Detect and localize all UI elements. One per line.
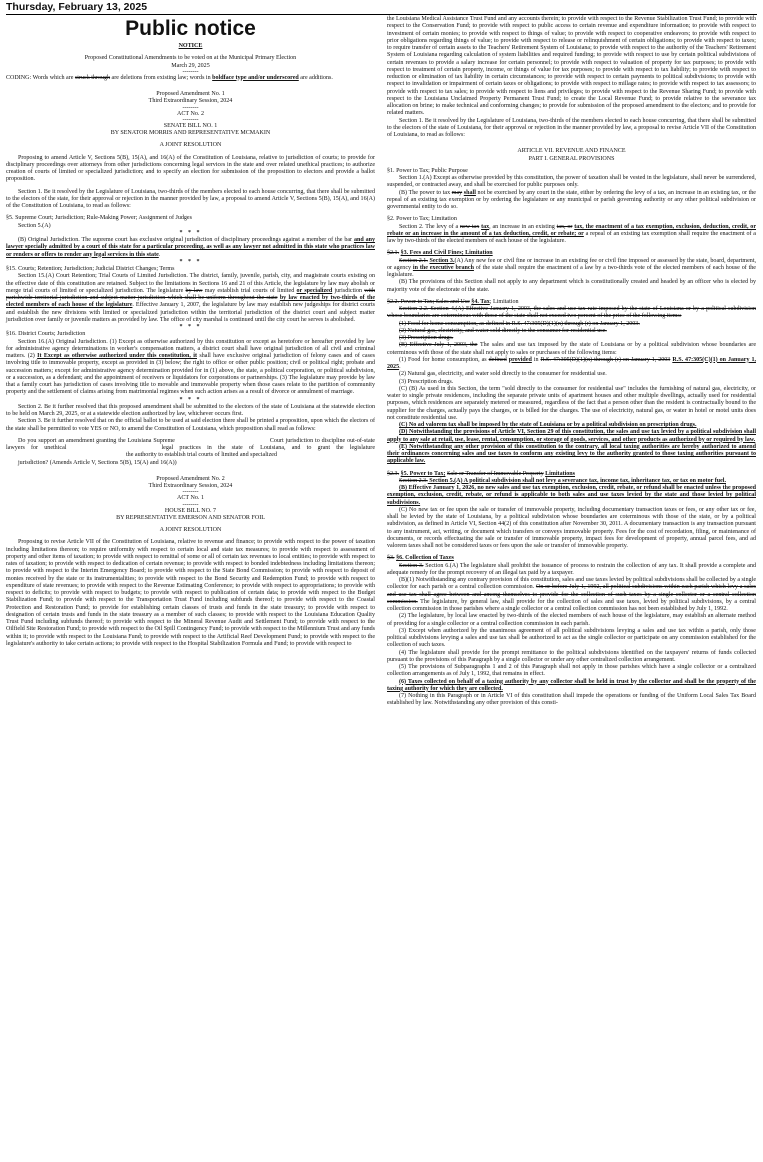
p4-item-2: (2) Natural gas, electricity, and water sold directly to the consumer for residential use. — [399, 371, 607, 378]
pa2-act: ACT No. 1 — [177, 495, 204, 502]
pa2-session: Third Extraordinary Session, 2024 — [148, 483, 233, 489]
p6-3: (3) Except when authorized by the unanimous agreement of all political subdivisions levying a sales and use tax within a parish, only those political subdivisions levying a sales and use tax shall be authorized to act as the single collector or participate on any commission established for the collection of such taxes. — [387, 627, 756, 649]
pa1-session: Third Extraordinary Session, 2024 — [148, 98, 233, 105]
pa2-propose-cont: the Louisiana Medical Assistance Trust Fund and any accounts therein; to provide with respect to the Revenue Stabilization Trust Fund; to provide with respect to the Conservation Fund; to provide with respect to public access to certain revenue and expenditure information; to provide with respect to investment of certain monies; to provide with respect to things of value; to provide with respect to cooperative endeavors; to provide with respect to prior obligations regarding things of value; to provide with respect to release or relinquishment of certain obligations; to provide with respect to taxes; to require transfer of certain assets to the Teachers' Retirement System of Louisiana; to provide with respect to the authority of the Teachers' Retirement System of Louisiana regarding calculation of system liabilities and required funding; to provide with respect to use by certain political subdivisions of certain revenues to provide a salary increase for certain personnel; to provide with respect to valuation of property for tax purposes; to provide with respect to treatment of certain property, income, or things of value for tax purposes; to provide with respect to tax liability; to provide with respect to reduction or elimination of tax liability in certain circumstances; to provide with respect to certain payments to political subdivisions; to provide with respect to invalidation or impairment of certain taxes or obligations; to provide with respect to millage rates; to provide with respect to tax assessors; to provide with respect to tax sales; to provide with respect to liens and privileges; to provide with respect to the Revenue Sharing Fund; to provide with respect to the Louisiana Unclaimed Property Permanent Trust Fund; to create the Local Revenue Fund; to provide relative to the severance tax allocation on brine; to make technical and conforming changes; to provide for submission of the proposed amendment to the electors; and to provide for related matters. — [387, 16, 756, 117]
pa1-s5-sub: Section 5.(A) — [18, 222, 51, 229]
pa1-s15a: Section 15.(A) Court Retention; Trial Courts of Limited Jurisdiction. The district, family, juvenile, parish, city, and magistrate courts existing on the effective date of this constitution are retained. Subject to the limitations in Sections 16 and 21 of this Article, the legislature by law may abolish or merge trial courts of limited or specialized jurisdiction. The legislature by law may establish trial courts of limited or specialized jurisdiction with parishwide territorial jurisdiction and subject matter jurisdiction which shall be uniform throughout the state by law enacted by two-thirds of the elected members of each house of the legislature. Effective January 1, 2007, the legislature by law may establish new judgeships for district courts and establish the new divisions with limited or specialized jurisdiction within the territorial jurisdiction of the district court and subject matter jurisdiction over family or juvenile matters as provided by law. The office of city marshal is continued until the city court he serves is abolished. — [6, 273, 376, 323]
pa1-ballot: Do you support an amendment granting the Louisiana Supreme Court jurisdiction to discipline out-of-state lawyers for unethical legal practices in the state of Louisiana, and to grant the legislaturethe authority to establish trial courts of limited and specialized — [6, 437, 375, 459]
section-stars: * * * — [179, 229, 202, 236]
p4-heading: §2.2. Power to Tax; Sales and Use §4. Tax; Limitation — [387, 298, 519, 305]
p6-6: (6) Taxes collected on behalf of a taxing authority by any collector shall be held in trust by the collector and shall be the property of the taxing authority for which they are collected. — [387, 678, 756, 692]
pa1-s16-heading: §16. District Courts; Jurisdiction — [6, 331, 86, 338]
pa1-heading: Proposed Amendment No. 1 — [156, 91, 225, 97]
p4-strike-block: Section 2.2. Section 4.(A) Effective January 1, 2003, the sales and use tax rate imposed by the state of Louisiana or by a political subdivision whose boundaries are coterminous with those of the state shall not exceed two percent of the price of the following items: — [387, 306, 756, 320]
pa2-section1: Section 1. Be it resolved by the Legislature of Louisiana, two-thirds of the members elected to each house concurring, that there shall be submitted to the electors of the state of Louisiana, for their approval or rejection in the manner provided by law, a proposal to revise Article VII of the Constitution of Louisiana, to read as follows: — [387, 117, 756, 138]
p2-heading: §2. Power to Tax; Limitation — [387, 216, 457, 223]
p4-c: (C) No ad valorem tax shall be imposed by the state of Louisiana or by a political subdivision on prescription drugs. — [399, 422, 697, 428]
section-stars: * * * — [179, 396, 202, 403]
p3-a: Section 2.1. Section 3.(A) Any new fee or civil fine or increase in an existing fee or civil fine imposed or assessed by the state, board, department, or agency in the executive branch of the state shall require the enactment of a law by a two-thirds vote of the elected members of each house of the legislature. — [387, 257, 757, 278]
pa2-resolution: A JOINT RESOLUTION — [159, 527, 222, 533]
pa2-propose: Proposing to revise Article VII of the Constitution of Louisiana, relative to revenue and finance; to provide with respect to the power of taxation including limitations thereon; to require uniformity with respect to certain local and state tax measures; to provide with respect to assessment of property and other items of taxation; to provide with respect to remittal of some or all of certain tax revenues to local entities; to provide with respect to rates of taxation; to provide with respect to dedication of certain revenue; to provide with respect to bonded indebtedness including limitations thereon; to provide with respect to the Interim Emergency Board; to provide with respect to the State Bond Commission; to provide with respect to deposit of monies received by the state or its instrumentalities; to provide with respect to the Bond Security and Redemption Fund; to provide with respect to expenditure of state revenues; to provide with respect to the Revenue Estimating Conference; to provide with respect to appropriations; to provide with respect to deficits; to provide with respect to budgets; to provide with respect to publication of certain data; to provide with respect to the Budget Stabilization Fund; to provide with respect to the Transportation Trust Fund including subfunds thereof; to provide with respect to the Coastal Protection and Restoration Fund; to provide for establishing certain classes of trusts and funds in the state treasury; to provide with respect to designation of certain trusts and funds in the state treasury as a member of such classes; to provide with respect to the Louisiana Education Quality Trust Fund including subfunds thereof; to provide with respect to the Mineral Revenue Audit and Settlement Fund; to provide with respect to the Oilfield Site Restoration Fund; to provide with respect to the Oil Spill Contingency Fund; to provide with respect to the Millennium Trust and any funds within it; to provide with respect to the Louisiana Fund; to provide with respect to the Artificial Reef Development Fund; to provide with respect to the legislature's authority to take certain actions; to provide with respect to the Hospital Stabilization Formula and Fund; to provide with respect to — [6, 539, 375, 647]
intro-line2: March 29, 2025 — [171, 62, 210, 69]
pa1-s16a: Section 16.(A) Original Jurisdiction. (1) Except as otherwise authorized by this constitution or except as heretofore or hereafter provided by law for administrative agency determinations in worker's compensation matters, a district court shall have original jurisdiction of all civil and criminal matters. (2) It Except as otherwise authorized under this constitution, it shall have exclusive original jurisdiction of felony cases and of cases involving title to immovable property, except as provided in (3) below; the right to office or other public position; civil or political right; probate and succession matters; except for administrative agency determination provided for in (1) above, the state, a political corporation, or political subdivision, or a succession, as a defendant; and the appointment of receivers or liquidators for corporations or partnerships. (3) The legislature may provide by law that a family court has jurisdiction of cases involving title to movable and immovable property when those cases relate to the partition of community property and the settlement of claims arising from matrimonial regimes when such action arises as a result of divorce or annulment of marriage. — [6, 338, 375, 396]
p4-b: (B) Effective July 1, 2003, the The sales and use tax imposed by the state of Louisiana or by a political subdivision whose boundaries are coterminous with those of the state shall not apply to sales or purchases of the following items: — [387, 342, 756, 356]
p4-strike-2: (2) Natural gas, electricity, and water sold directly to the consumer for residential use. — [399, 327, 607, 334]
pa2-bill: HOUSE BILL NO. 7 — [164, 507, 217, 514]
section-stars: * * * — [179, 258, 202, 265]
p4-item-1: (1) Food for home consumption, as defined provided in R.S. 47:305(D)(1)(n) through (r) on January 1, 2003 R.S. 47:305(C)(1) on January 1, 2025. — [387, 356, 756, 370]
p6-5: (5) The provisions of Subparagraphs 1 and 2 of this Paragraph shall not apply in those parishes which have a single collector or a centralized collection arrangements as of July 1, 1992, that remains in effect. — [387, 664, 756, 678]
pa1-s5b: (B) Original Jurisdiction. The supreme court has exclusive original jurisdiction of disciplinary proceedings against a member of the bar and any lawyer specially admitted by a court of this state for a particular proceeding, as well as any lawyer not admitted in this state who practices law or renders or offers to render any legal services in this state. — [6, 237, 376, 258]
section-stars: * * * — [179, 324, 202, 330]
pa1-section1: Section 1. Be it resolved by the Legislature of Louisiana, two-thirds of the members elected to each house concurring, that there shall be submitted to the electors of the state, for their approval or rejection in the manner provided by law, a proposal to amend Article V, Sections 5(B), 15(A), and 16(A) of the Constitution of Louisiana, to read as follows: — [6, 188, 375, 209]
page-date: Thursday, February 13, 2025 — [6, 0, 757, 15]
pa1-s5-heading: §5. Supreme Court; Jurisdiction; Rule-Making Power; Assignment of Judges — [6, 215, 192, 222]
p1-b: (B) The power to tax may shall not be exercised by any court in the state, either by ordering the levy of a tax, an increase in an existing tax, or the repeal of an existing tax exemption or by ordering the legislature or any municipal or parish governing authority or any other political subdivision or governmental entity to do so. — [387, 189, 756, 210]
pa1-ballot-end: jurisdiction? (Amends Article V, Sections 5(B), 15(A) and 16(A)) — [18, 459, 177, 466]
p6-heading: §3. §6. Collection of Taxes — [387, 555, 454, 562]
coding-note: CODING: Words which are struck through are deletions from existing law; words in boldface type and/or underscored are additions. — [6, 74, 333, 81]
pa1-s15-heading: §15. Courts; Retention; Jurisdiction; Judicial District Changes; Terms — [6, 266, 175, 272]
intro-dash: -------- — [182, 68, 199, 75]
intro-line1: Proposed Constitutional Amendments to be voted on at the Municipal Primary Election — [84, 55, 297, 62]
pa2-heading: Proposed Amendment No. 2 — [156, 475, 225, 482]
pa1-authors: BY SENATOR MORRIS AND REPRESENTATIVE MCMAKIN — [110, 130, 271, 136]
p5-c: (C) No new tax or fee upon the sale or transfer of immovable property, including documentary transaction taxes or fees, or any other tax or fee, shall be levied by the state of Louisiana, by a political subdivision whose boundaries are coterminous with those of the state, or by a political subdivision, as defined in Article VI, Section 44(2) of this constitution after November 30, 2011. A documentary transaction is any transaction pursuant to any instrument, act, writing, or document which transfers or conveys immovable property. Fees for the cost of recordation, filing, or maintenance of documents, or records effectuating the sale or transfer of immovable property, impact fees for development of property, annual parcel fees, and ad valorem taxes shall not be considered taxes or fees upon the sale or transfer of immovable property. — [387, 506, 756, 549]
p1-heading: §1. Power to Tax; Public Purpose — [387, 167, 468, 174]
pa1-resolution: A JOINT RESOLUTION — [159, 142, 222, 149]
p4-b2: (C) (B) As used in this Section, the term "sold directly to the consumer for residential use" includes the furnishing of natural gas, electricity, or water to single private residences, including the separate private units of apartment houses and other multiple dwellings, actually used for residential purposes, which residences are separately metered or measured, regardless of the fact that a person other than the resident is contractually bound to the supplier for the charges, actually pays the charges, or is billed for the charges. The use of electricity, natural gas, or water in hotel or motel units does not constitute residential use. — [387, 385, 756, 421]
p3-heading: §2.1. §3. Fees and Civil Fines; Limitation — [387, 250, 493, 257]
p1-a: Section 1.(A) Except as otherwise provided by this constitution, the power of taxation shall be vested in the legislature, shall never be surrendered, suspended, or contracted away, and shall be exercised for public purposes only. — [387, 175, 756, 189]
p6-4: (4) The legislature shall provide for the prompt remittance to the political subdivisions identified on the taxpayers' returns of funds collected pursuant to the provisions of this Paragraph by a single collector or under any other centralized collection arrangement. — [387, 649, 756, 663]
p5-b: (B) Effective January 1, 2026, no new sales and use tax exemption, exclusion, credit, rebate, or refund shall be enacted unless the proposed exemption, exclusion, credit, rebate, or refund is applicable to both sales and use taxes levied by the state and those levied by political subdivisions. — [387, 485, 756, 506]
pa1-section2: Section 2. Be it further resolved that this proposed amendment shall be submitted to the electors of the state of Louisiana at the statewide election to be held on March 29, 2025, or at a statewide election authorized by law, whichever occurs first. — [6, 403, 375, 417]
columns — [6, 16, 757, 708]
p3-b: (B) The provisions of this Section shall not apply to any department which is constitutionally created and headed by an officer who is elected by majority vote of the electorate of the state. — [387, 279, 756, 293]
pa1-bill: SENATE BILL NO. 1 — [163, 122, 218, 129]
p5-a: Section 2.3. Section 5.(A) A political subdivision shall not levy a severance tax, income tax, inheritance tax, or tax on motor fuel. — [399, 477, 726, 484]
p4-d: (D) Notwithstanding the provisions of Article VI, Section 29 of this constitution, the sales and use tax levied by a political subdivision shall apply to any sale at retail, use, lease, rental, consumption, or storage of goods, services, and other products as authorized by or required by law. — [387, 429, 756, 443]
pa1-section3: Section 3. Be it further resolved that on the official ballot to be used at said election there shall be printed a proposition, upon which the electors of the state shall be permitted to vote YES or NO, to amend the Constitution of Louisiana, which proposition shall read as follows: — [6, 418, 375, 432]
notice-label: NOTICE — [178, 43, 203, 49]
page-title: Public notice — [125, 17, 256, 40]
pa1-act: ACT No. 2 — [177, 110, 204, 117]
pa1-propose: Proposing to amend Article V, Sections 5(B), 15(A), and 16(A) of the Constitution of Louisiana, relative to jurisdiction of courts; to provide for disciplinary proceedings over attorneys from other jurisdictions concerning legal services in the state and over related unethical practices; to authorize creation of courts of limited or specialized jurisdiction; and to specify an election for submission of the proposition to electors and provide a ballot proposition. — [6, 154, 375, 183]
right-column — [387, 16, 756, 708]
p6-7: (7) Nothing in this Paragraph or in Article VI of this constitution shall impede the operations or funding of the Uniform Local Sales Tax Board established by law. Notwithstanding any other provision of this consti- — [387, 693, 756, 707]
part-heading: PART I. GENERAL PROVISIONS — [528, 155, 615, 162]
p6-b1: (B)(1) Notwithstanding any contrary provision of this constitution, sales and use taxes levied by political subdivisions shall be collected by a single collector for each parish or a central collection commission. On or before July 1, 1992, all political subdivisions within each parish which levy a sales and use tax shall agree between and among themselves to provide for the collection of such taxes by a single collector or a central collection commission. The legislature, by general law, shall provide for the collection of sales and use taxes, levied by political subdivisions, by a central collection commission in those parishes where a single collector or a central collection commission has not been established by July 1, 1992. — [387, 577, 756, 612]
left-column: Public notice NOTICE Proposed Constitutional Amendments to be voted on at the Municipal Primary Election March 29, 2025 -------- CODING: Words which are struck through are deletions from existing law; words in boldface type and/or underscored are additions. Proposed Amendment No. 1 Third Extraordinary Session, 2024 -------- ACT No. 2 -------- SENATE BILL NO. 1 BY SENATOR MORRIS AND REPRESENTATIVE MCMAKIN A JOINT RESOLUTION Proposing to amend Article V, Sections 5(B), 15(A), and 16(A) of the Constitution of Louisiana, relative to jurisdiction of courts; to provide for disciplinary proceedings over attorneys from other jurisdictions concerning legal services in the state and over related unethical practices; to authorize creation of courts of limited or specialized jurisdiction; and to specify an election for submission of the proposition to electors and provide a ballot proposition. Section 1. Be it resolved by the Legislature of Louisiana, two-thirds of the members elected to each house concurring, that there shall be submitted to the electors of the state, for their approval or rejection in the manner provided by law, a proposal to amend Article V, Sections 5(B), 15(A), and 16(A) of the Constitution of Louisiana, to read as follows: §5. Supreme Court; Jurisdiction; Rule-Making Power; Assignment of Judges Section 5.(A) * * * (B) Original Jurisdiction. The supreme court has exclusive original jurisdiction of disciplinary proceedings against a member of the bar and any lawyer specially admitted by a court of this state for a particular proceeding, as well as any lawyer not admitted in this state who practices law or renders or offers to render any legal services in this state. * * * §15. Courts; Retention; Jurisdiction; Judicial District Changes; Terms Section 15.(A) Court Retention; Trial Courts of Limited Jurisdiction. The district, family, juvenile, parish, city, and magistrate courts existing on the effective date of this constitution are retained. Subject to the limitations in Sections 16 and 21 of this Article, the legislature by law may abolish or merge trial courts of limited or specialized jurisdiction. The legislature by law may establish trial courts of limited or specialized jurisdiction with parishwide territorial jurisdiction and subject matter jurisdiction which shall be uniform throughout the state by law enacted by two-thirds of the elected members of each house of the legislature. Effective January 1, 2007, the legislature by law may establish new judgeships for district courts and establish the new divisions with limited or specialized jurisdiction within the territorial jurisdiction of the district court and subject matter jurisdiction over family or juvenile matters as provided by law. The office of city marshal is continued until the city court he serves is abolished. * * * §16. District Courts; Jurisdiction Section 16.(A) Original Jurisdiction. (1) Except as otherwise authorized by this constitution or except as heretofore or hereafter provided by law for administrative agency determinations in worker's compensation matters, a district court shall have original jurisdiction of all civil and criminal matters. (2) It Except as otherwise authorized under this constitution, it shall have exclusive original jurisdiction of felony cases and of cases involving title to immovable property, except as provided in (3) below; the right to office or other public position; civil or political right; probate and succession matters; except for administrative agency determination provided for in (1) above, the state, a political corporation, or political subdivision, or a succession, as a defendant; and the appointment of receivers or liquidators for corporations or partnerships. (3) The legislature may provide by law that a family court has jurisdiction of cases involving title to movable and immovable property when those cases relate to the partition of community property and the settlement of claims arising from matrimonial regimes when such action arises as a result of divorce or annulment of marriage. * * * Section 2. Be it further resolved that this proposed amendment shall be submitted to the electors of the state of Louisiana at the statewide election to be held on March 29, 2025, or at a statewide election authorized by law, whichever occurs first. Section 3. Be it further resolved that on the official ballot to be used at said election there shall be printed a proposition, upon which the electors of the state shall be permitted to vote YES or NO, to amend the Constitution of Louisiana, which proposition shall read as follows: Do you support an amendment granting the Louisiana Supreme Court jurisdiction to discipline out-of-state lawyers for unethical legal practices in the state of Louisiana, and to grant the legislaturethe authority to establish trial courts of limited and specialized jurisdiction? (Amends Article V, Sections 5(B), 15(A) and 16(A)) Proposed Amendment No. 2 Third Extraordinary Session, 2024 -------- ACT No. 1 -------- HOUSE BILL NO. 7 BY REPRESENTATIVE EMERSON AND SENATOR FOIL A JOINT RESOLUTION Proposing to revise Article VII of the Constitution of Louisiana, relative to revenue and finance; to provide with respect to the power of taxation including limitations thereon; to require uniformity with respect to certain local and state tax measures; to provide with respect to assessment of property and other items of taxation; to provide with respect to remittal of some or all of certain tax revenues to local entities; to provide with respect to rates of taxation; to provide with respect to dedication of certain revenue; to provide with respect to bonded indebtedness including limitations thereon; to provide with respect to the Interim Emergency Board; to provide with respect to the State Bond Commission; to provide with respect to deposit of monies received by the state or its instrumentalities; to provide with respect to the Bond Security and Redemption Fund; to provide with respect to expenditure of state revenues; to provide with respect to the Revenue Estimating Conference; to provide with respect to appropriations; to provide with respect to deficits; to provide with respect to budgets; to provide with respect to publication of certain data; to provide with respect to the Budget Stabilization Fund; to provide with respect to the Transportation Trust Fund including subfunds thereof; to provide with respect to the Coastal Protection and Restoration Fund; to provide for establishing certain classes of trusts and funds in the state treasury; to provide with respect to designation of certain trusts and funds in the state treasury as a member of such classes; to provide with respect to the Louisiana Education Quality Trust Fund including subfunds thereof; to provide with respect to the Mineral Revenue Audit and Settlement Fund; to provide with respect to the Oilfield Site Restoration Fund; to provide with respect to the Oil Spill Contingency Fund; to provide with respect to the Millennium Trust and any funds within it; to provide with respect to the Louisiana Fund; to provide with respect to the Artificial Reef Development Fund; to provide with respect to the legislature's authority to take certain actions; to provide with respect to the Hospital Stabilization Formula and Fund; to provide with respect to — [6, 17, 376, 647]
pa2-authors: BY REPRESENTATIVE EMERSON AND SENATOR FOIL — [116, 514, 265, 521]
p4-item-3: (3) Prescription drugs. — [399, 378, 454, 385]
p5-heading: §2.3. §5. Power to Tax; Sale or Transfer of Immovable Property Limitations — [387, 470, 576, 477]
p2-a: Section 2. The levy of a new tax tax, an increase in an existing tax, or tax, the enactment of a tax exemption, exclusion, deduction, credit, or rebate or an increase in the amount of a tax deduction, credit, or rebate; or a repeal of an existing tax exemption shall require the enactment of a law by two-thirds of the elected members of each house of the legislature. — [387, 223, 757, 244]
p4-e: (E) Notwithstanding any other provision of this constitution to the contrary, all local taxing authorities are hereby authorized to amend their ordinances concerning sales and use taxes to conform any existing levy to the authority granted to those taxing authorities pursuant to applicable law. — [387, 443, 756, 465]
p4-strike-1: (1) Food for home consumption, as defined in R.S. 47:305(D)(1)(n) through (r) on January 1, 2003. — [399, 320, 640, 327]
p6-a: Section 3. Section 6.(A) The legislature shall prohibit the issuance of process to restrain the collection of any tax. It shall provide a complete and adequate remedy for the prompt recovery of an illegal tax paid by a taxpayer. — [387, 562, 756, 576]
article-heading: ARTICLE VII. REVENUE AND FINANCE — [517, 148, 626, 155]
p6-2: (2) The legislature, by local law enacted by two-thirds of the elected members of each house of the legislature, may establish an alternate method of providing for a single collector or a central collection commission in each parish. — [387, 613, 756, 627]
p4-strike-3: (3) Prescription drugs. — [399, 335, 454, 341]
